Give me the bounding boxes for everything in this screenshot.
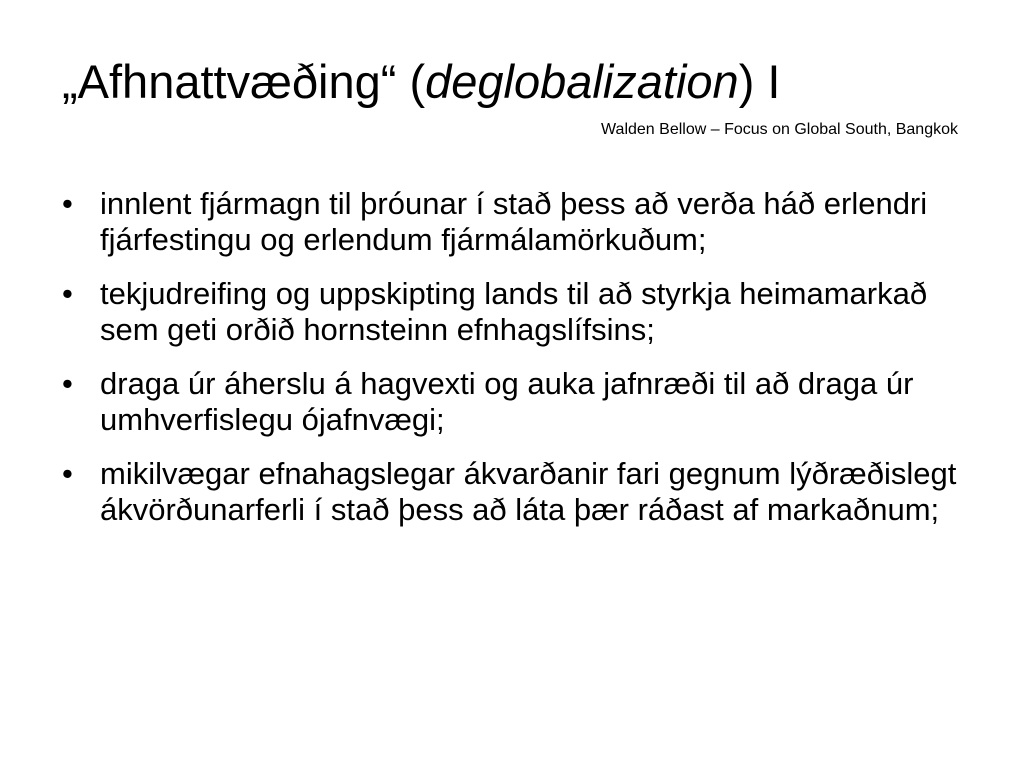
title-suffix: ) I	[738, 55, 781, 108]
bullet-text: innlent fjármagn til þróunar í stað þess að verða háð erlendri fjárfestingu og erlendum fjármálamörkuðum;	[100, 186, 928, 257]
title-prefix: „Afhnattvæðing“ (	[62, 55, 426, 108]
bullet-dot-icon: •	[62, 366, 73, 401]
bullet-list	[62, 186, 962, 546]
bullet-text: mikilvægar efnahagslegar ákvarðanir fari gegnum lýðræðislegt ákvörðunarferli í stað þess að láta þær ráðast af markaðnum;	[100, 456, 957, 527]
slide-title	[62, 52, 780, 112]
bullet-text: draga úr áherslu á hagvexti og auka jafnræði til að draga úr umhverfislegu ójafnvægi;	[100, 366, 914, 437]
bullet-dot-icon: •	[62, 276, 73, 311]
slide-subtitle: Walden Bellow – Focus on Global South, Bangkok	[601, 121, 958, 138]
bullet-item	[62, 276, 962, 348]
bullet-dot-icon: •	[62, 186, 73, 221]
bullet-text: tekjudreifing og uppskipting lands til að styrkja heimamarkað sem geti orðið hornsteinn efnhagslífsins;	[100, 276, 928, 347]
bullet-item	[62, 366, 962, 438]
bullet-dot-icon: •	[62, 456, 73, 491]
bullet-item	[62, 186, 962, 258]
title-emphasis: deglobalization	[425, 55, 739, 108]
bullet-item	[62, 456, 962, 528]
